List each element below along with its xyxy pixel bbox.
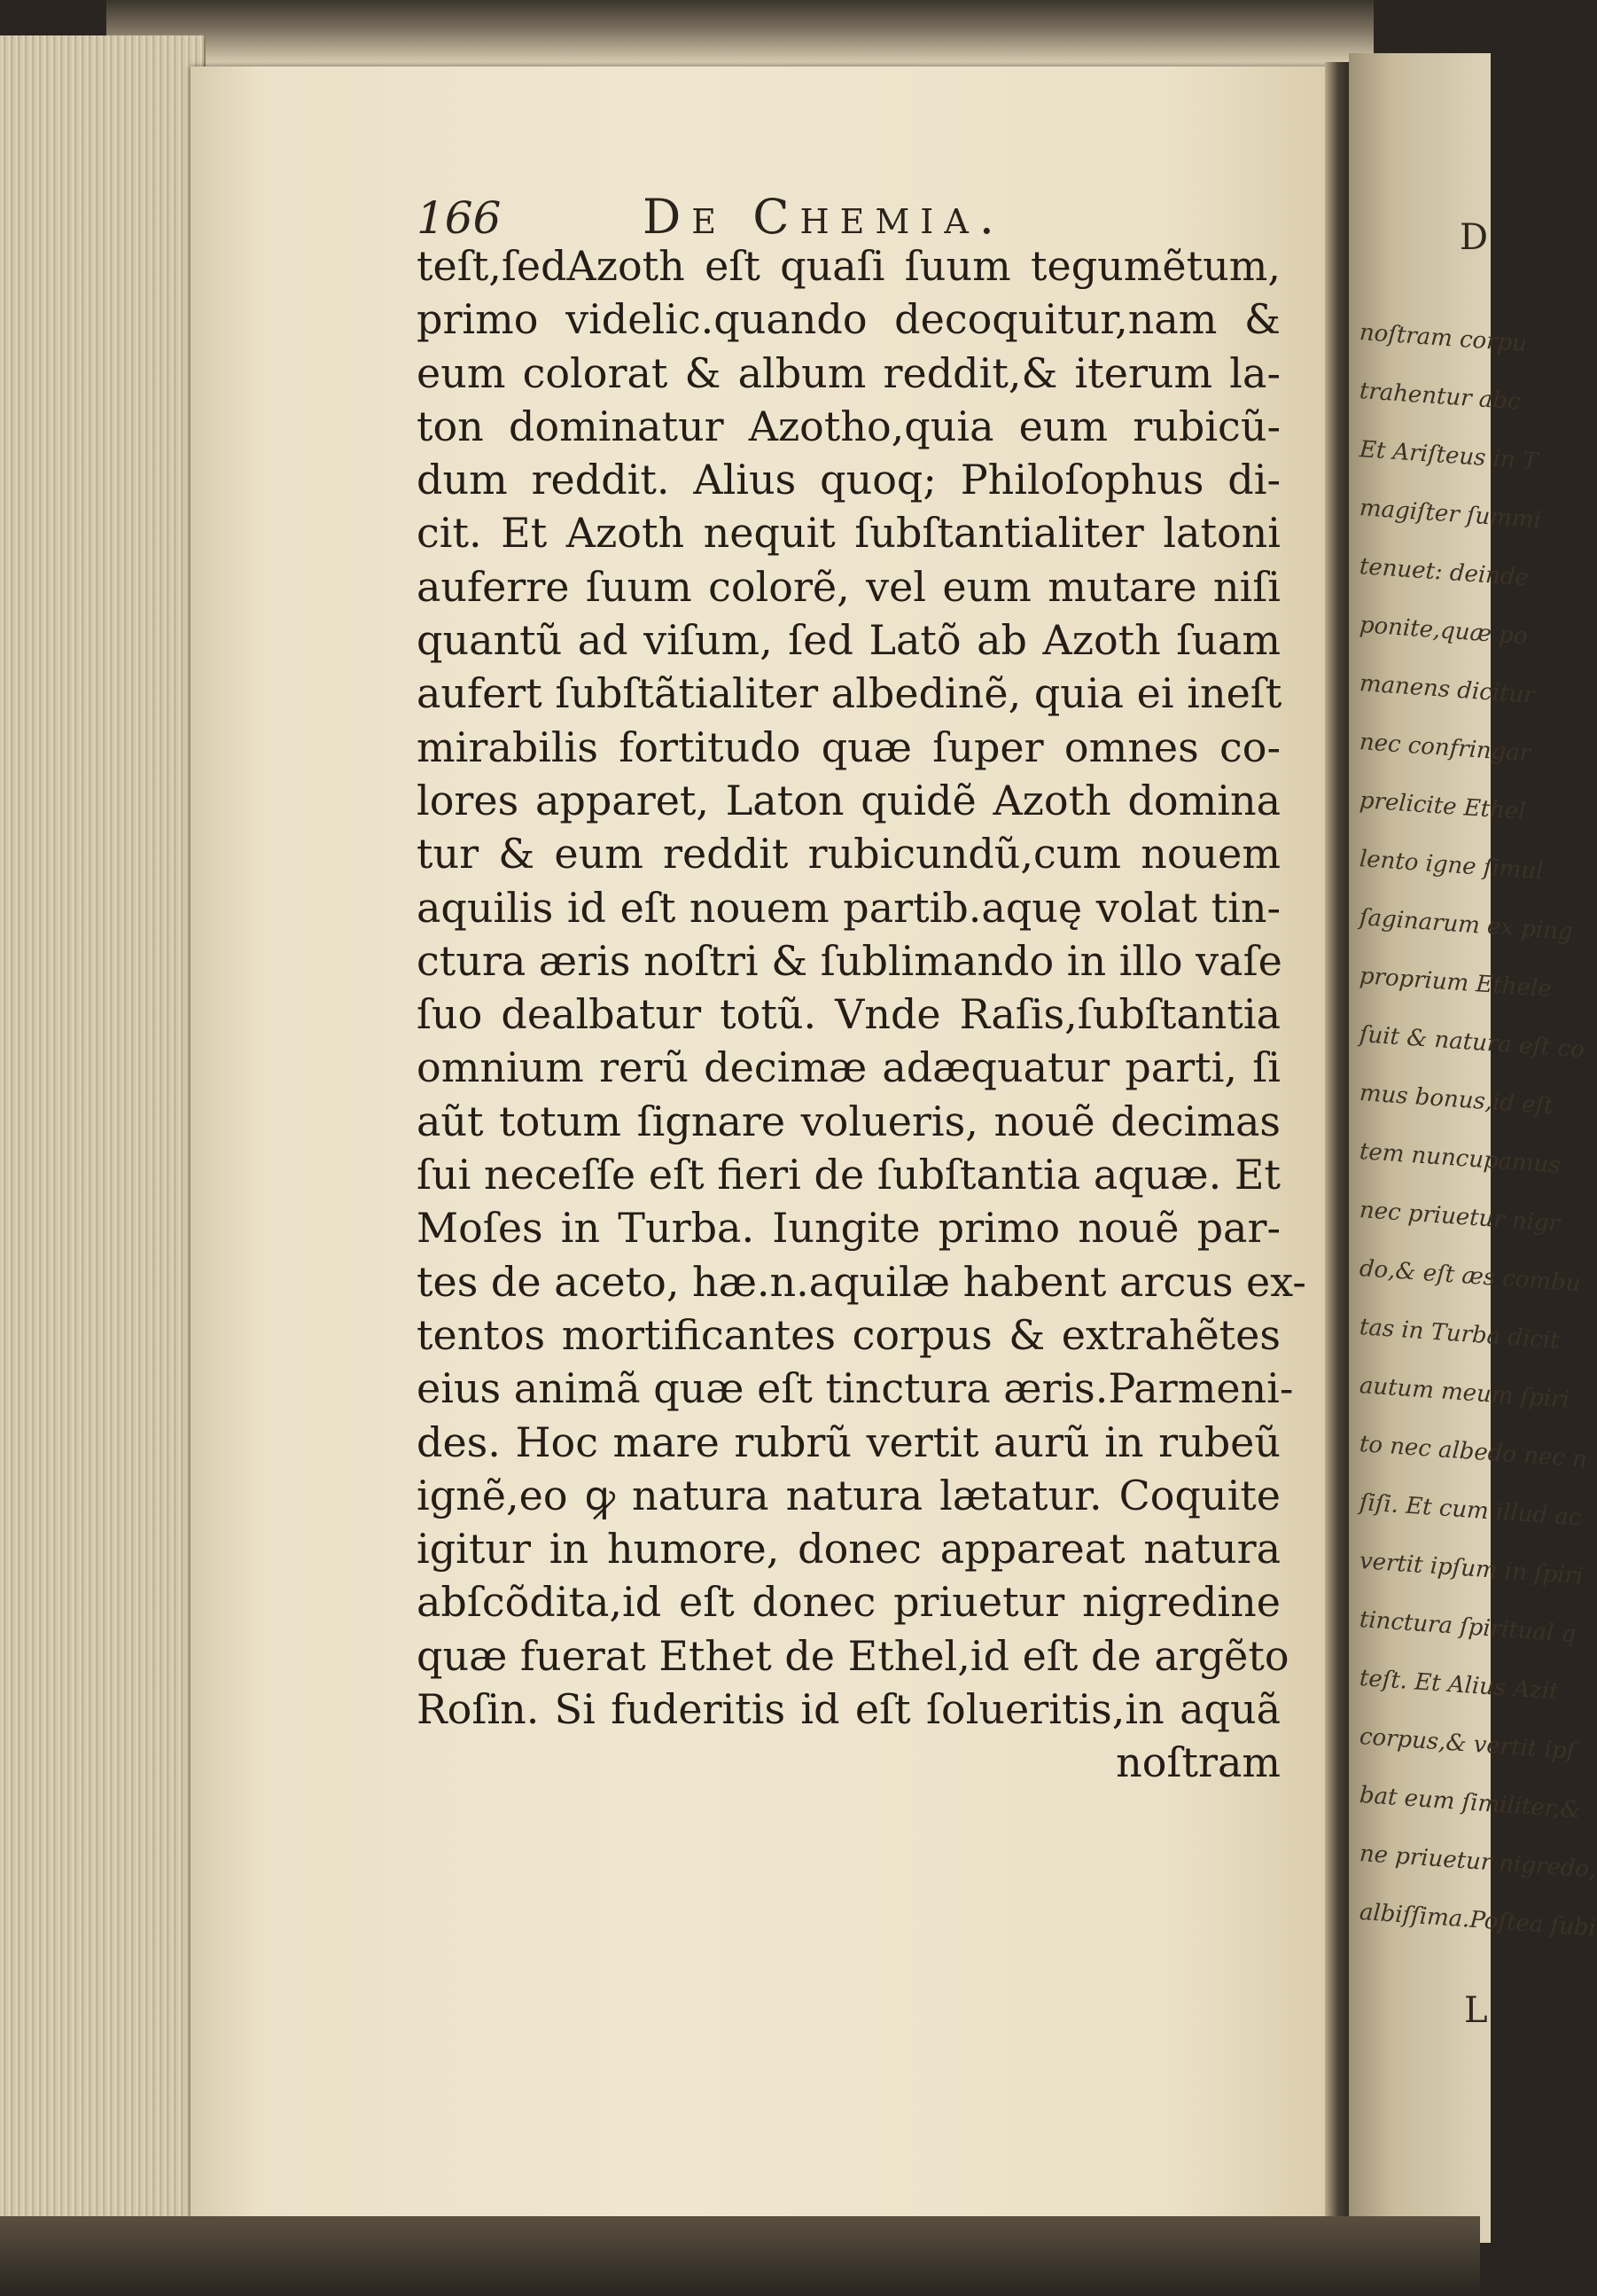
facing-page-line: tem nuncupamus — [1358, 1138, 1562, 1179]
facing-page-line: bat eum ſimiliter,& — [1358, 1782, 1582, 1824]
text-line: ctura æris noſtri & ſublimando in illo vaſe — [417, 936, 1282, 985]
text-line: eius animã quæ eſt tinctura æris.Parmeni- — [417, 1364, 1294, 1413]
facing-page-line: Et Ariſteus in T — [1358, 436, 1539, 476]
facing-page-line: ne priuetur nigredo, — [1358, 1840, 1597, 1884]
running-title: De Chemia. — [643, 189, 1005, 245]
bottom-shadow — [0, 2216, 1480, 2296]
text-line: ton dominatur Azotho,quia eum rubicũ- — [417, 402, 1281, 450]
facing-page-line: tenuet: deinde — [1358, 553, 1530, 592]
text-line: mirabilis fortitudo quæ ſuper omnes co- — [417, 722, 1281, 771]
facing-page-line: magiſter ſummi — [1358, 495, 1542, 535]
facing-page-line: do,& eſt æs combu — [1358, 1255, 1582, 1298]
text-line: lores apparet, Laton quidẽ Azoth domina — [417, 776, 1281, 824]
facing-page-line: trahentur abc — [1358, 378, 1522, 416]
facing-page-line: teſt. Et Alius Azit — [1358, 1665, 1560, 1706]
facing-page-line: lento igne ſimul — [1358, 846, 1545, 886]
text-line: primo videlic.quando decoquitur,nam & — [417, 295, 1281, 344]
text-line: noſtram — [1116, 1738, 1281, 1787]
facing-page-line: nec priuetur nigr — [1358, 1197, 1561, 1238]
facing-page-line: prelicite Ethel — [1358, 787, 1527, 826]
text-line: aquilis id eſt nouem partib.aquę volat tin- — [417, 883, 1281, 932]
text-line: aũt totum ſignare volueris, nouẽ decimas — [417, 1097, 1281, 1145]
facing-page-line: vertit ipſum in ſpiri — [1358, 1548, 1585, 1590]
facing-page-line: ſuit & natura eſt co — [1358, 1021, 1585, 1064]
facing-page-line: noſtram corpu — [1358, 319, 1528, 358]
facing-page — [1349, 53, 1597, 2243]
facing-page-line: mus bonus,id eſt — [1358, 1080, 1554, 1121]
text-line: cit. Et Azoth nequit ſubſtantialiter latoni — [417, 509, 1281, 558]
text-line: auferre ſuum colorẽ, vel eum mutare niſi — [417, 562, 1281, 611]
text-line: aufert ſubſtãtialiter albedinẽ, quia ei ineſt — [417, 669, 1282, 718]
text-line: teſt,ſedAzoth eſt quaſi ſuum tegumẽtum, — [417, 242, 1281, 290]
text-line: ignẽ,eo ꝙ natura natura lætatur. Coquite — [417, 1471, 1281, 1519]
text-line: abſcõdita,id eſt donec priuetur nigredine — [417, 1578, 1281, 1627]
facing-page-bottom-letter: L — [1464, 1990, 1488, 2031]
facing-page-line: manens dicitur — [1358, 670, 1536, 709]
text-line: quæ fuerat Ethet de Ethel,id eſt de argẽto — [417, 1631, 1289, 1680]
facing-page-line: ſiſi. Et cum illud ac — [1358, 1489, 1583, 1532]
facing-page-line: proprium Ethele — [1358, 963, 1553, 1004]
text-line: des. Hoc mare rubrũ vertit aurũ in rubeũ — [417, 1417, 1281, 1466]
page-number: 166 — [417, 192, 502, 244]
facing-page-line: tas in Turba dicit — [1358, 1314, 1561, 1355]
page-edge-stack — [0, 35, 206, 2234]
text-line: ſui neceſſe eſt fieri de ſubſtantia aquæ. Et — [417, 1151, 1281, 1199]
text-line: tentos mortificantes corpus & extrahẽtes — [417, 1310, 1281, 1359]
text-line: tur & eum reddit rubicundũ,cum nouem — [417, 830, 1281, 879]
text-line: quantũ ad viſum, ſed Latõ ab Azoth ſuam — [417, 616, 1281, 665]
text-block — [417, 239, 1306, 1790]
text-line: omnium rerũ decimæ adæquatur parti, ſi — [417, 1043, 1281, 1092]
text-line: igitur in humore, donec appareat natura — [417, 1525, 1281, 1574]
text-line: dum reddit. Alius quoq; Philoſophus di- — [417, 456, 1281, 504]
text-line: eum colorat & album reddit,& iterum la- — [417, 348, 1281, 397]
text-line: ſuo dealbatur totũ. Vnde Raſis,ſubſtantia — [417, 990, 1281, 1039]
text-line: tes de aceto, hæ.n.aquilæ habent arcus ex- — [417, 1257, 1306, 1306]
facing-page-line: autum meum ſpiri — [1358, 1372, 1570, 1414]
facing-page-line: nec confringar — [1358, 729, 1532, 768]
facing-page-line: tinctura ſpiritual q — [1358, 1606, 1578, 1649]
text-line: Roſin. Si fuderitis id eſt ſolueritis,in aquã — [417, 1685, 1281, 1734]
facing-page-line: albiſſima.Poſtea ſubi — [1358, 1899, 1597, 1942]
facing-page-line: to nec albedo nec n — [1358, 1431, 1588, 1473]
facing-page-heading-letter: D — [1460, 217, 1489, 258]
facing-page-line: ſaginarum ex ping — [1358, 904, 1574, 946]
book-gutter — [1325, 62, 1352, 2234]
facing-page-line: ponite,quæ po — [1358, 612, 1529, 651]
facing-page-line: corpus,& vertit ipſ — [1358, 1723, 1577, 1765]
text-line: Moſes in Turba. Iungite primo nouẽ par- — [417, 1204, 1281, 1253]
